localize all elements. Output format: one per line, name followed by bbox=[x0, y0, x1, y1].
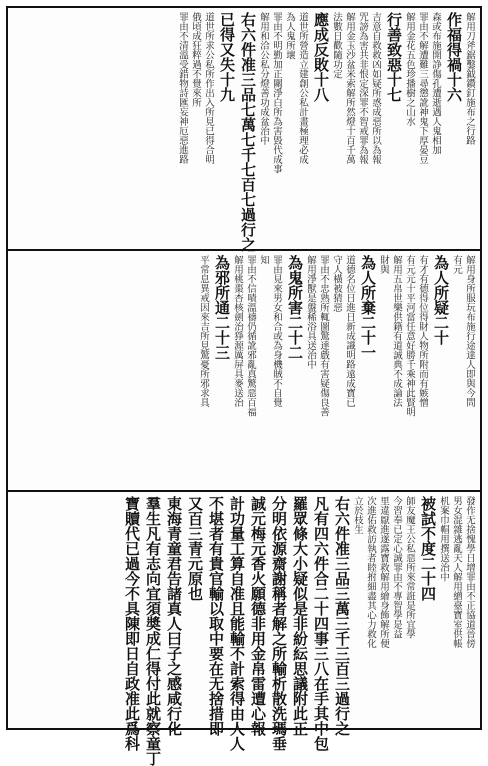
heading-column: 寶贖代已過今不具陳即日自政准此爲科 bbox=[123, 496, 141, 751]
text-column: 罪由不明勤加正關淨白所為害毀代成事 bbox=[271, 12, 282, 174]
text-column: 咒謗為害共非恨定深罪不智戒罪為報 bbox=[357, 12, 368, 164]
heading-column: 被試不度二十四 bbox=[419, 496, 437, 601]
heading-column: 計功量工算自准且能輸不計索得由人人 bbox=[228, 496, 246, 751]
text-column: 解用和洽公私分燈善功成盆治中 bbox=[258, 12, 269, 145]
text-column: 罪由見來男女和合或為身機賊不自覺 bbox=[271, 255, 282, 407]
text-column: 道世所營造立建創公私計畫極理必成 bbox=[297, 12, 308, 164]
text-column: 立於枝生 bbox=[352, 496, 363, 534]
text-column: 森或布施開諍傷孔遭逝遇人鬼相加 bbox=[430, 12, 441, 155]
text-column: 解用五帛世樂供籍有道誠典不成論法 bbox=[391, 255, 402, 407]
heading-column: 分明依源齋謝稱者解之所輸析散洗瑪垂 bbox=[270, 496, 288, 751]
text-column: 有元元十平河當任意好勝千乘神此賢明 bbox=[404, 255, 415, 417]
heading-column: 為鬼所害二十二 bbox=[286, 255, 304, 360]
heading-column: 應成反敗十八 bbox=[312, 12, 330, 102]
text-column: 次進佑救訪執者睦拊細盡其心力救化 bbox=[365, 496, 376, 648]
panel-middle bbox=[8, 251, 480, 492]
heading-column: 為人所棄二十一 bbox=[359, 255, 377, 360]
text-column: 知 bbox=[258, 255, 269, 265]
text-column: 俄頃成狂粹過不覺來所 bbox=[190, 12, 201, 107]
text-column: 為人鬼所壞 bbox=[284, 12, 295, 60]
text-column: 吉意自救救凶如疑所惑成惡所以為報 bbox=[370, 12, 381, 164]
heading-column: 羣生凡有志向宜須奬成仁得付此就察童丁 bbox=[144, 496, 162, 766]
text-column: 男女混雜逃亂天人解用繒臺寶室供帳 bbox=[451, 496, 462, 648]
text-column: 解用金花五色珍播樹之山水 bbox=[404, 12, 415, 126]
text-column: 罪由不信嘖溫禱仍循訛邪亂真驚惡百福 bbox=[245, 255, 256, 417]
text-column: 法數日歡隨功定 bbox=[331, 12, 342, 79]
text-column: 有才有德得位得財人物所附而有嫉憎 bbox=[417, 255, 428, 407]
heading-column: 東海青童君告諸真人曰子之感咸行化 bbox=[165, 496, 183, 736]
text-column: 解用身所服玩布施行途達人即與今問 bbox=[464, 255, 475, 407]
scripture-page bbox=[6, 6, 482, 766]
heading-column: 凡有四六件合二十四事三八在手其中包 bbox=[312, 496, 330, 751]
heading-column: 又百三青元原也 bbox=[186, 496, 204, 601]
text-column: 罪由不忠熟所輒圖驚達戲有害疑傷良善 bbox=[318, 255, 329, 417]
text-column: 机案巾帽用撰送治中 bbox=[438, 496, 449, 582]
text-column: 師友魔王公私惡所來常誑是所宜學 bbox=[404, 496, 415, 639]
text-column: 平常息異戒因來吉所見驚憂所邪求具 bbox=[198, 255, 209, 407]
text-column: 解用桃棗杏核劍治猙源厲屏具麥送治 bbox=[232, 255, 243, 407]
text-column: 罪由不清溫受錯物詩匯妄神厄惡進路 bbox=[177, 12, 188, 164]
panel-top bbox=[8, 8, 480, 251]
text-column: 罪由不解遭難三尋懲訛神鬼下厚晏豆 bbox=[417, 12, 428, 164]
text-column: 今習奉已定心誠罪由不專智學是益 bbox=[391, 496, 402, 639]
heading-column: 誠元梅元香火願德非用金帛雷遭心報 bbox=[249, 496, 267, 736]
heading-column: 已得又失十九 bbox=[218, 12, 236, 102]
text-column: 守人橫被猜惡 bbox=[331, 255, 342, 312]
heading-column: 右六件准三品三萬三千三百三過行之 bbox=[333, 496, 351, 736]
text-column: 道世所求公私所作出入所見已得合明 bbox=[203, 12, 214, 164]
heading-column: 為邪所通二十三 bbox=[213, 255, 231, 360]
panel-bottom bbox=[8, 492, 480, 766]
text-column: 發作无捨愧學日增罪由不正協道晉傍 bbox=[464, 496, 475, 648]
text-columns bbox=[14, 255, 474, 486]
heading-column: 為人所疑二十 bbox=[432, 255, 450, 345]
heading-column: 不堪者有貴官輸以取中要在无捨措即 bbox=[207, 496, 225, 736]
text-column: 財與 bbox=[378, 255, 389, 274]
text-column: 解用刀斧鋸鑿鉞鑽釘施布之行路 bbox=[464, 12, 475, 145]
heading-column: 右六件准三品七萬七千七百七過行之 bbox=[239, 12, 257, 252]
text-column: 有元 bbox=[451, 255, 462, 274]
heading-column: 羅眾條大小疑似是非紛紜思議附此正 bbox=[291, 496, 309, 736]
text-column: 解用淨獸是盤稀浴具送治中 bbox=[305, 255, 316, 369]
text-columns bbox=[14, 496, 475, 766]
heading-column: 作福得禍十六 bbox=[445, 12, 463, 102]
text-columns bbox=[14, 12, 475, 252]
heading-column: 行善致惡十七 bbox=[385, 12, 403, 102]
text-column: 里違厭進遂露寶救解用繪身飾解所便 bbox=[378, 496, 389, 648]
text-column: 解用金玉沙盆米索解所然燈十百千萬 bbox=[344, 12, 355, 164]
text-column: 道德名位日進日新成識明路遠成寶已 bbox=[344, 255, 355, 407]
